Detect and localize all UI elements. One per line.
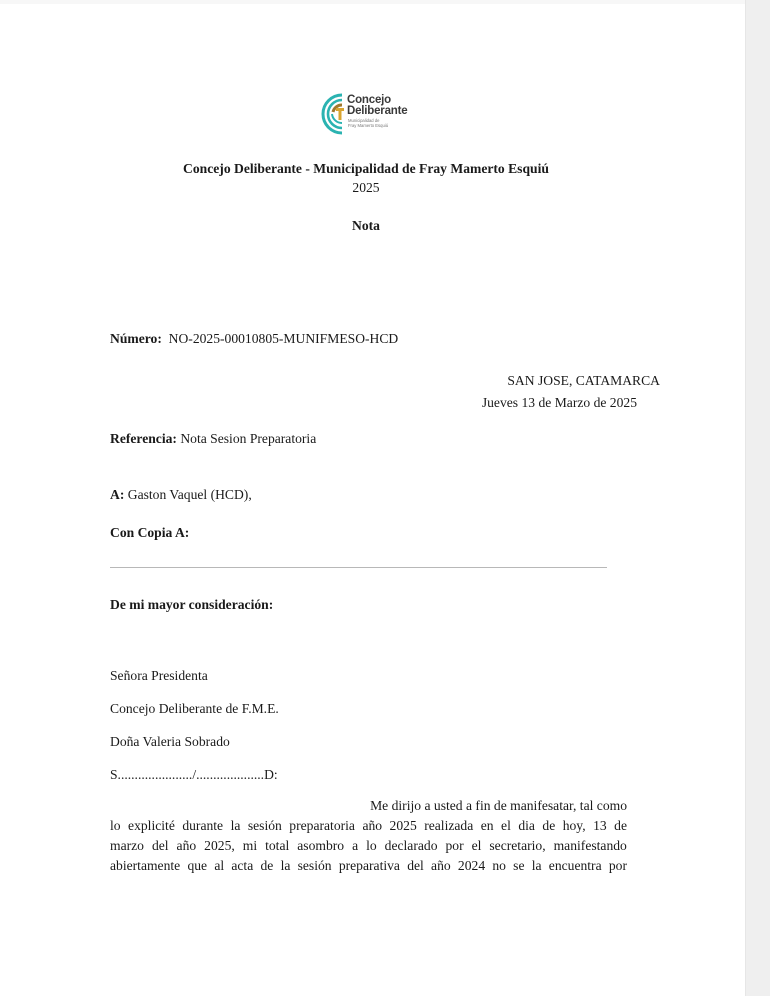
numero-line <box>110 331 398 347</box>
logo <box>320 90 420 138</box>
logo-subtitle-line1: Municipalidad de <box>348 118 380 123</box>
referencia-value: Nota Sesion Preparatoria <box>180 431 317 446</box>
body-line: Me dirijo a usted a fin de manifesatar, tal como <box>370 798 627 813</box>
logo-subtitle-line2: Fray Mamerto Esquiú <box>348 123 389 128</box>
recipient-line <box>110 487 252 503</box>
body-line: marzo del año 2025, mi total asombro a lo declarado por el secretario, manifestando <box>110 838 627 853</box>
logo-title-line1: Concejo <box>347 94 391 106</box>
address-line: S....................../....................D: <box>110 767 278 782</box>
address-line: Doña Valeria Sobrado <box>110 734 230 749</box>
numero-value: NO-2025-00010805-MUNIFMESO-HCD <box>168 331 399 346</box>
body-line: abiertamente que al acta de la sesión preparativa del año 2024 no se la encuentra por <box>110 858 627 873</box>
separator-rule <box>110 567 607 568</box>
address-line: Señora Presidenta <box>110 668 208 683</box>
logo-title-line2: Deliberante <box>347 105 408 117</box>
cc-label: Con Copia A: <box>110 525 190 540</box>
address-line: Concejo Deliberante de F.M.E. <box>110 701 279 716</box>
place: SAN JOSE, CATAMARCA <box>507 373 660 388</box>
numero-label: Número: <box>110 331 162 346</box>
top-edge <box>0 0 745 4</box>
referencia-label: Referencia: <box>110 431 177 446</box>
referencia-line <box>110 431 316 447</box>
date: Jueves 13 de Marzo de 2025 <box>481 395 637 410</box>
salutation: De mi mayor consideración: <box>110 597 274 612</box>
header-year: 2025 <box>352 180 380 195</box>
body-line: lo explicité durante la sesión preparatoria año 2025 realizada en el dia de hoy, 13 de <box>110 818 627 833</box>
logo-emblem-icon <box>320 92 346 136</box>
viewer-side-panel <box>745 0 770 996</box>
recipient-value: Gaston Vaquel (HCD), <box>127 487 252 502</box>
header-title: Concejo Deliberante - Municipalidad de Fray Mamerto Esquiú <box>183 161 549 176</box>
body-paragraph <box>110 796 627 876</box>
document-type: Nota <box>352 218 380 233</box>
recipient-label: A: <box>110 487 125 502</box>
